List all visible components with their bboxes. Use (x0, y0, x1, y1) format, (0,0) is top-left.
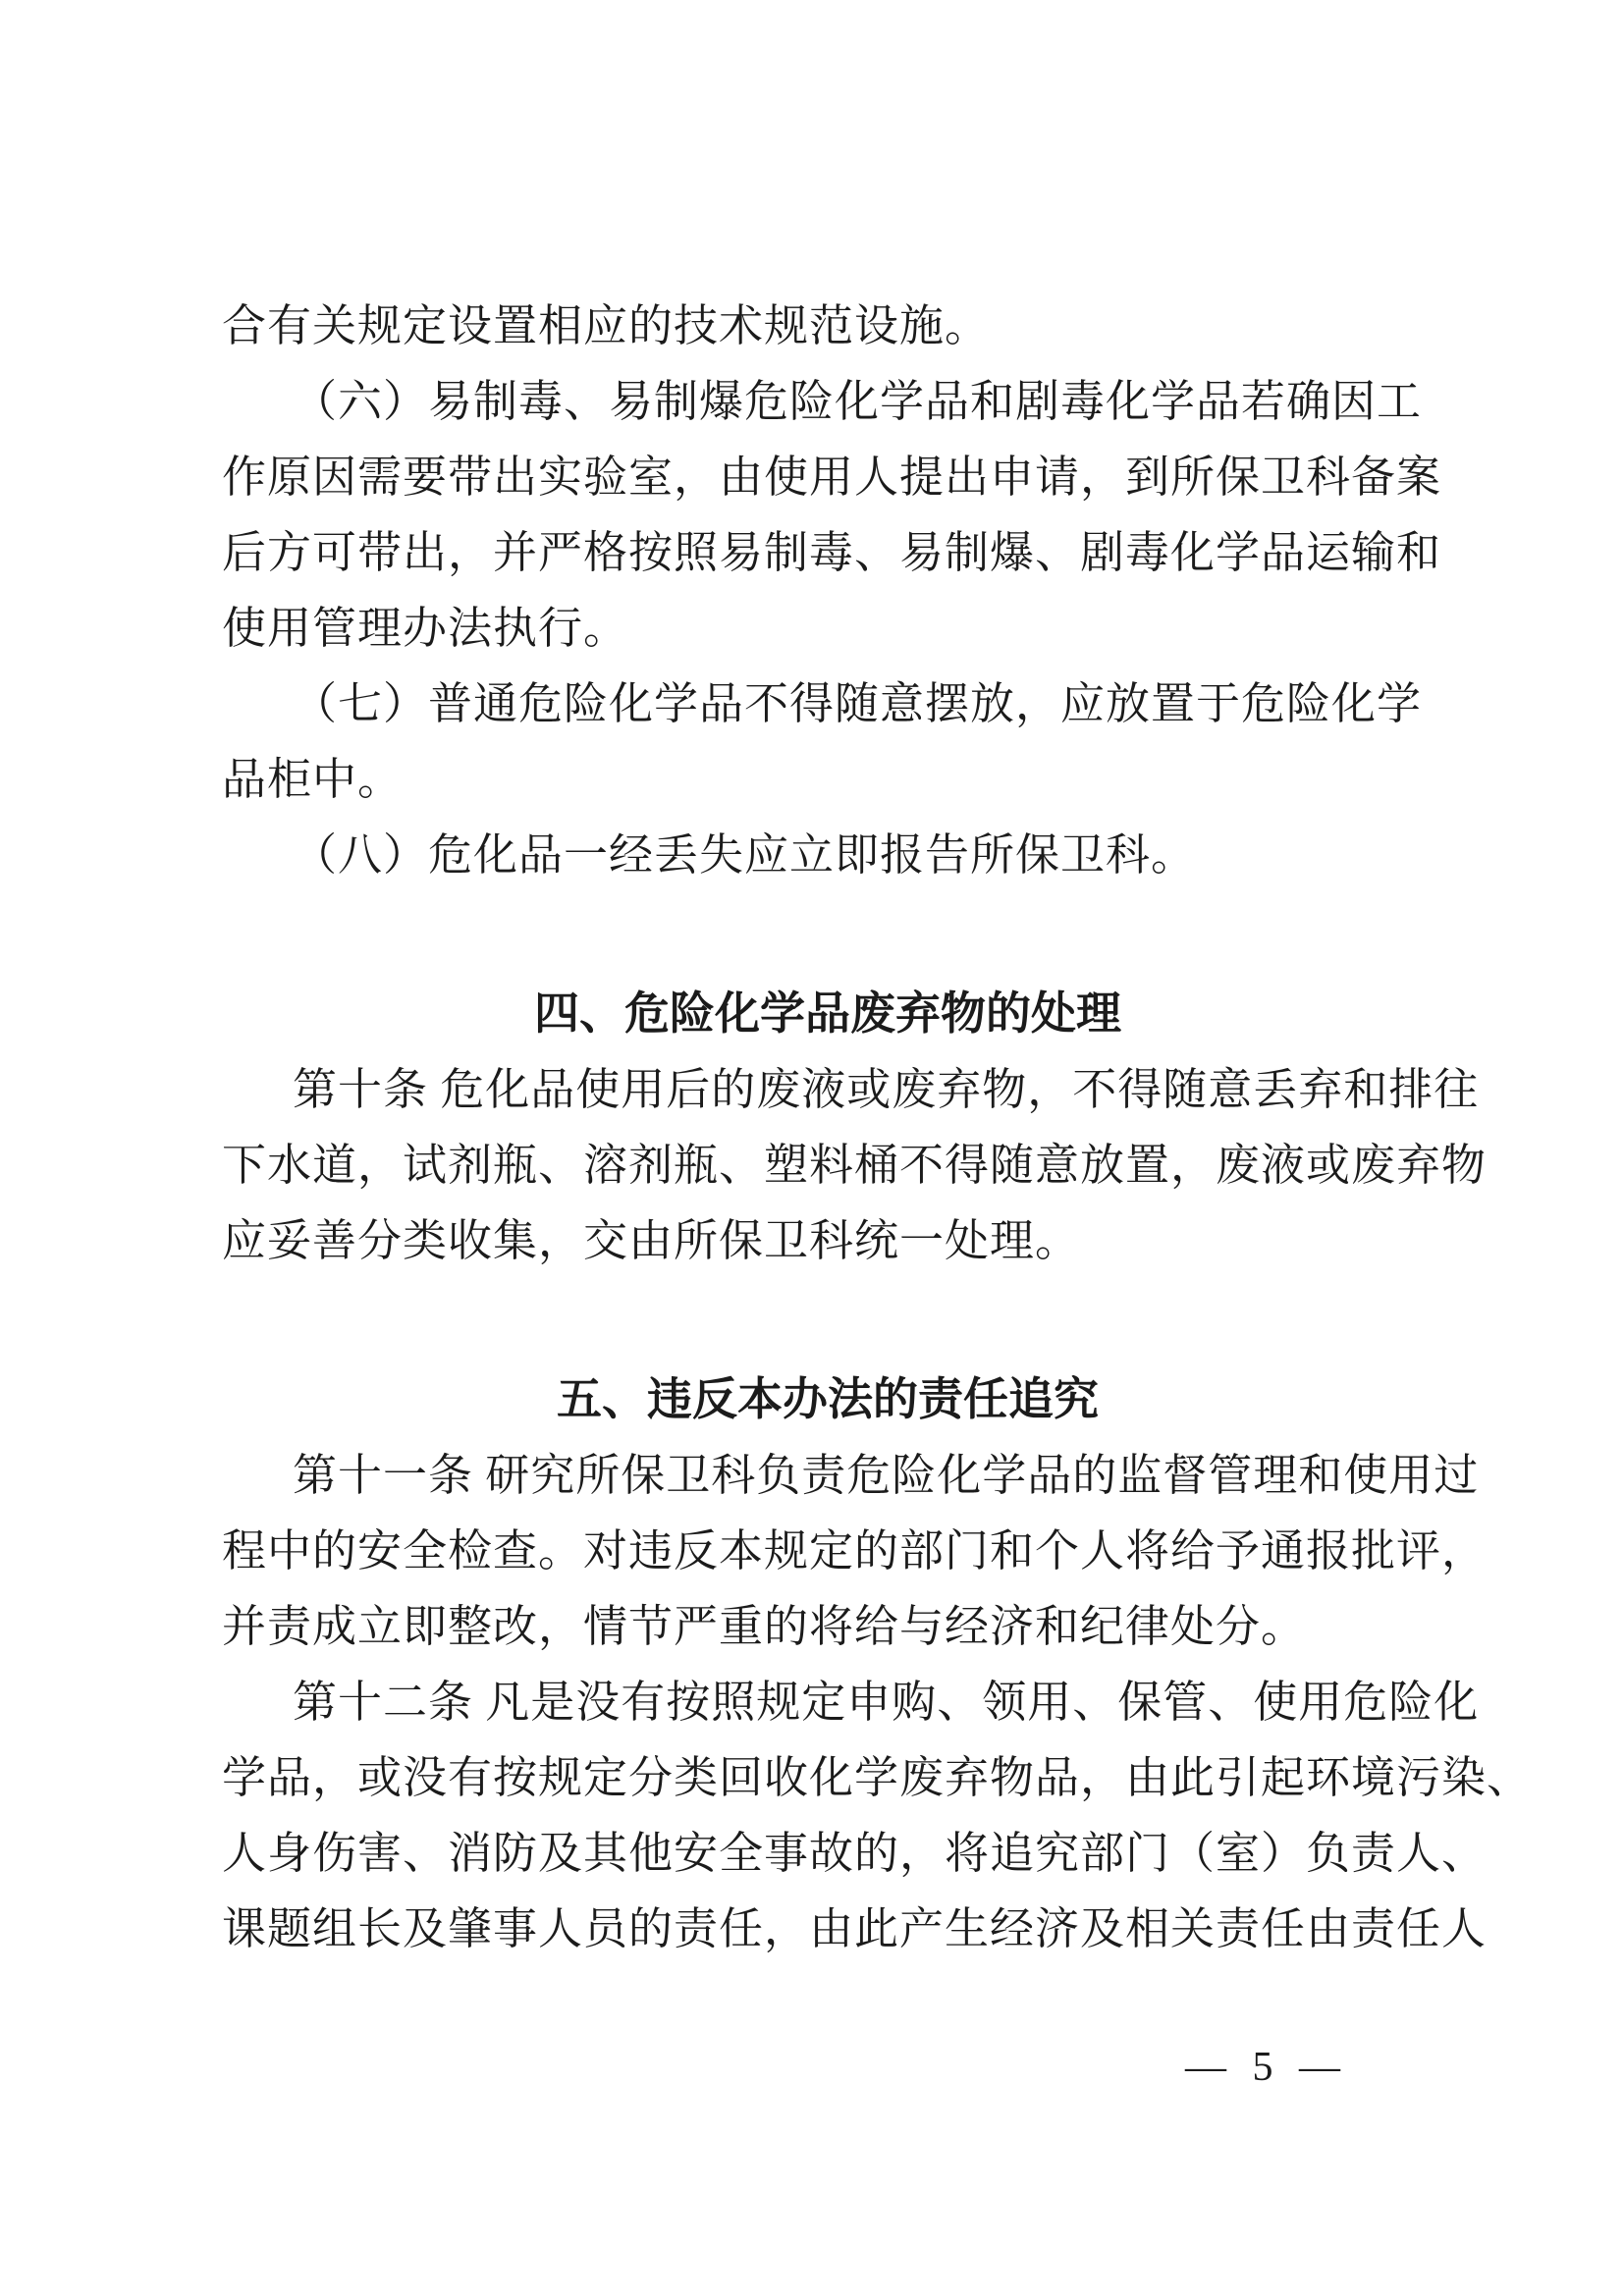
document-line: 合有关规定设置相应的技术规范设施。 (222, 301, 991, 350)
document-line: 第十二条 凡是没有按照规定申购、领用、保管、使用危险化 (293, 1678, 1480, 1727)
document-line: 人身伤害、消防及其他安全事故的，将追究部门（室）负责人、 (222, 1829, 1488, 1878)
document-line: 作原因需要带出实验室，由使用人提出申请，到所保卫科备案 (222, 453, 1442, 502)
document-line: 学品，或没有按规定分类回收化学废弃物品，由此引起环境污染、 (222, 1753, 1533, 1802)
section-heading-5: 五、违反本办法的责任追究 (557, 1372, 1099, 1424)
document-line: 并责成立即整改，情节严重的将给与经济和纪律处分。 (222, 1602, 1307, 1651)
document-line: （六）易制毒、易制爆危险化学品和剧毒化学品若确因工 (293, 377, 1423, 426)
document-line: 课题组长及肇事人员的责任，由此产生经济及相关责任由责任人 (222, 1904, 1488, 1953)
document-line: 下水道，试剂瓶、溶剂瓶、塑料桶不得随意放置，废液或废弃物 (222, 1141, 1488, 1190)
document-line: （八）危化品一经丢失应立即报告所保卫科。 (293, 830, 1197, 880)
section-heading-4: 四、危险化学品废弃物的处理 (534, 987, 1121, 1039)
page-number: — 5 — (1185, 2045, 1348, 2090)
document-line: 后方可带出，并严格按照易制毒、易制爆、剧毒化学品运输和 (222, 528, 1442, 577)
document-line: （七）普通危险化学品不得随意摆放，应放置于危险化学 (293, 679, 1423, 728)
document-line: 使用管理办法执行。 (222, 604, 629, 653)
document-line: 第十条 危化品使用后的废液或废弃物，不得随意丢弃和排往 (293, 1065, 1480, 1114)
document-content (222, 284, 1533, 1962)
document-line: 品柜中。 (222, 755, 404, 804)
document-line: 应妥善分类收集，交由所保卫科统一处理。 (222, 1216, 1081, 1265)
document-line: 程中的安全检查。对违反本规定的部门和个人将给予通报批评， (222, 1526, 1488, 1575)
document-line: 第十一条 研究所保卫科负责危险化学品的监督管理和使用过 (293, 1451, 1480, 1500)
